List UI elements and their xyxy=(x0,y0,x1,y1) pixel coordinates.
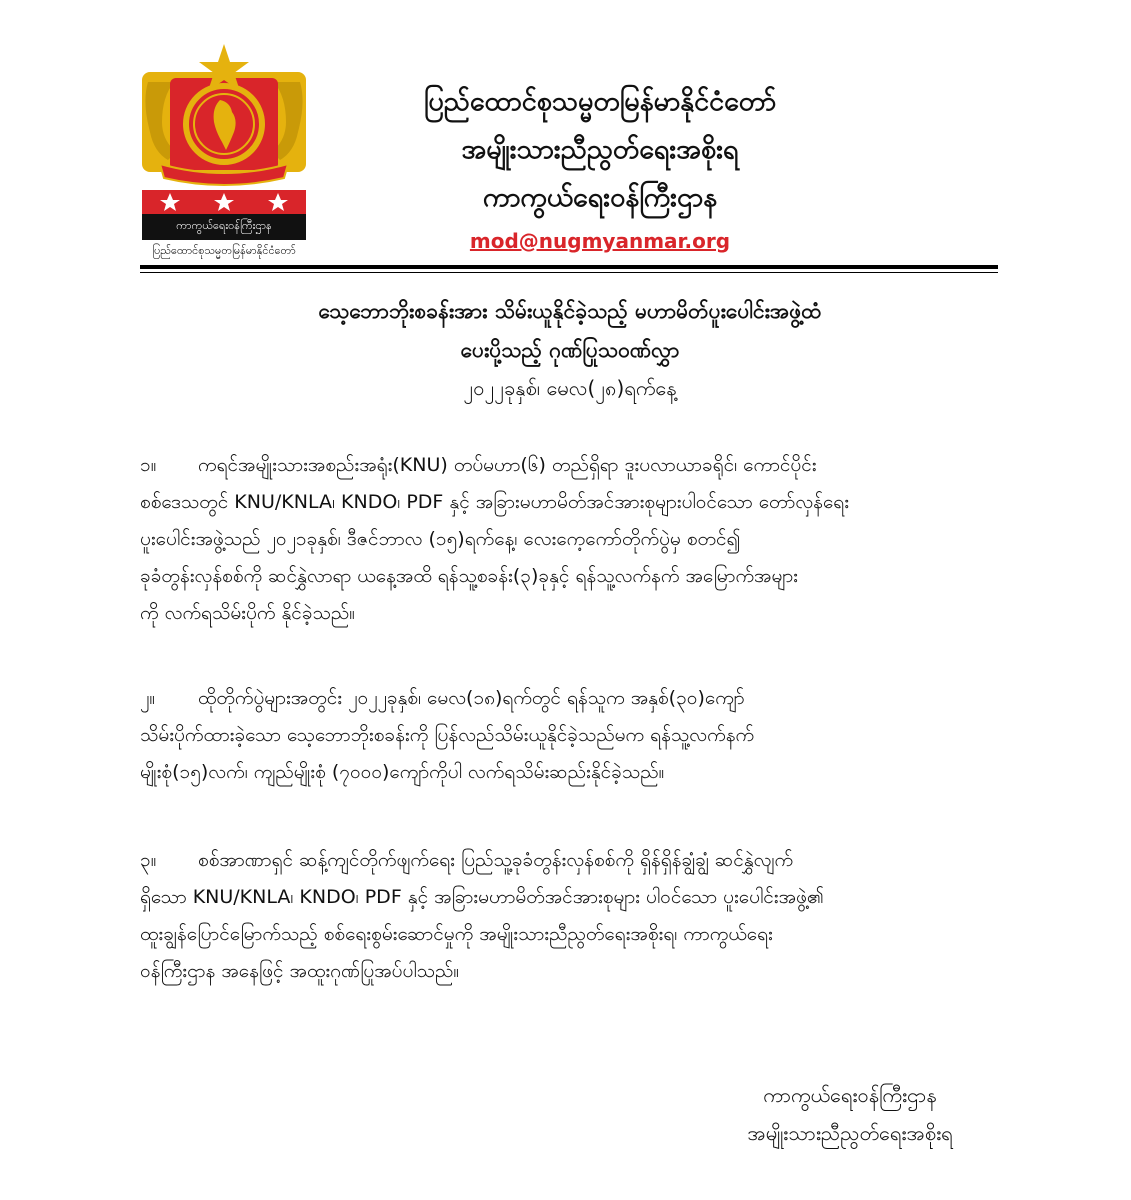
paragraph-line: စစ်ဒေသတွင် KNU/KNLA၊ KNDO၊ PDF နှင့် အခြားမဟာမိတ်အင်အားစုများပါဝင်သော တော်လှန်ရေး xyxy=(140,491,850,513)
emblem-caption: ပြည်ထောင်စုသမ္မတမြန်မာနိုင်ငံတော် xyxy=(152,244,296,257)
paragraph-1 xyxy=(140,447,998,632)
paragraph-line: မျိုးစုံ(၁၅)လက်၊ ကျည်မျိုးစုံ (၇၀၀၀)ကျော်ကိုပါ လက်ရသိမ်းဆည်းနိုင်ခဲ့သည်။ xyxy=(140,761,665,783)
header-divider-thick xyxy=(140,265,998,269)
paragraph-number: ၂။ xyxy=(140,687,156,709)
paragraph-text: စစ်အာဏာရှင် ဆန့်ကျင်တိုက်ဖျက်ရေး ပြည်သူ့ခုခံတွန်းလှန်စစ်ကို ရှိန်ရှိန်ချွံချွံ ဆင်နွှဲလျက် xyxy=(198,849,794,871)
paragraph-line: ပူးပေါင်းအဖွဲ့သည် ၂၀၂၁ခုနှစ်၊ ဒီဇင်ဘာလ (၁၅)ရက်နေ့၊ လေးကေ့ကော်တိုက်ပွဲမှ စတင်၍ xyxy=(140,528,741,550)
paragraph-number: ၃။ xyxy=(140,849,157,871)
paragraph-3 xyxy=(140,842,998,990)
title-line-1: သေ့ဘောဘိုးစခန်းအား သိမ်းယူနိုင်ခဲ့သည့် မဟာမိတ်ပူးပေါင်းအဖွဲ့ထံ xyxy=(318,299,822,323)
header-government: အမျိုးသားညီညွတ်ရေးအစိုးရ xyxy=(461,134,739,165)
paragraph-line: သိမ်းပိုက်ထားခဲ့သော သေ့ဘောဘိုးစခန်းကို ပြန်လည်သိမ်းယူနိုင်ခဲ့သည်မက ရန်သူ့လက်နက် xyxy=(140,724,755,746)
document-title xyxy=(150,292,990,406)
emblem-banner-text: ကာကွယ်ရေးဝန်ကြီးဌာန xyxy=(176,219,272,232)
paragraph-text: ထိုတိုက်ပွဲများအတွင်း ၂၀၂၂ခုနှစ်၊ မေလ(၁၈)ရက်တွင် ရန်သူက အနှစ်(၃၀)ကျော် xyxy=(198,687,745,709)
letterhead xyxy=(320,78,880,258)
signature-block xyxy=(700,1076,1000,1152)
emblem-icon xyxy=(140,42,308,242)
paragraph-line xyxy=(140,447,998,484)
document-date: ၂၀၂၂ခုနှစ်၊ မေလ(၂၈)ရက်နေ့ xyxy=(463,376,677,400)
header-ministry: ကာကွယ်ရေးဝန်ကြီးဌာန xyxy=(482,182,718,213)
paragraph-line: ရှိသော KNU/KNLA၊ KNDO၊ PDF နှင့် အခြားမဟာမိတ်အင်အားစုများ ပါဝင်သော ပူးပေါင်းအဖွဲ့၏ xyxy=(140,886,824,908)
header-divider-thin xyxy=(140,272,998,273)
paragraph-2 xyxy=(140,680,998,791)
header-email-link[interactable]: mod@nugmyanmar.org xyxy=(469,229,731,253)
signature-ministry: ကာကွယ်ရေးဝန်ကြီးဌာန xyxy=(763,1083,937,1107)
paragraph-line xyxy=(140,842,998,879)
signature-government: အမျိုးသားညီညွတ်ရေးအစိုးရ xyxy=(747,1121,953,1145)
paragraph-line xyxy=(140,680,998,717)
paragraph-line: ဝန်ကြီးဌာန အနေဖြင့် အထူးဂုဏ်ပြုအပ်ပါသည်။ xyxy=(140,960,460,982)
title-line-2: ပေးပို့သည့် ဂုဏ်ပြုသဝဏ်လွှာ xyxy=(460,338,680,362)
paragraph-text: ကရင်အမျိုးသားအစည်းအရုံး(KNU) တပ်မဟာ(၆) တည်ရှိရာ ဒူးပလာယာခရိုင်၊ ကောင်ပိုင်း xyxy=(198,454,817,476)
paragraph-line: ကို လက်ရသိမ်းပိုက် နိုင်ခဲ့သည်။ xyxy=(140,602,355,624)
paragraph-line: ထူးချွန်ပြောင်မြောက်သည့် စစ်ရေးစွမ်းဆောင်မှုကို အမျိုးသားညီညွတ်ရေးအစိုးရ၊ ကာကွယ်ရေး xyxy=(140,923,773,945)
header-country: ပြည်ထောင်စုသမ္မတမြန်မာနိုင်ငံတော် xyxy=(423,86,777,117)
ministry-emblem xyxy=(140,42,308,264)
paragraph-line: ခုခံတွန်းလှန်စစ်ကို ဆင်နွှဲလာရာ ယနေ့အထိ ရန်သူ့စခန်း(၃)ခုနှင့် ရန်သူ့လက်နက် အမြောက်အများ xyxy=(140,565,798,587)
paragraph-number: ၁။ xyxy=(140,454,157,476)
